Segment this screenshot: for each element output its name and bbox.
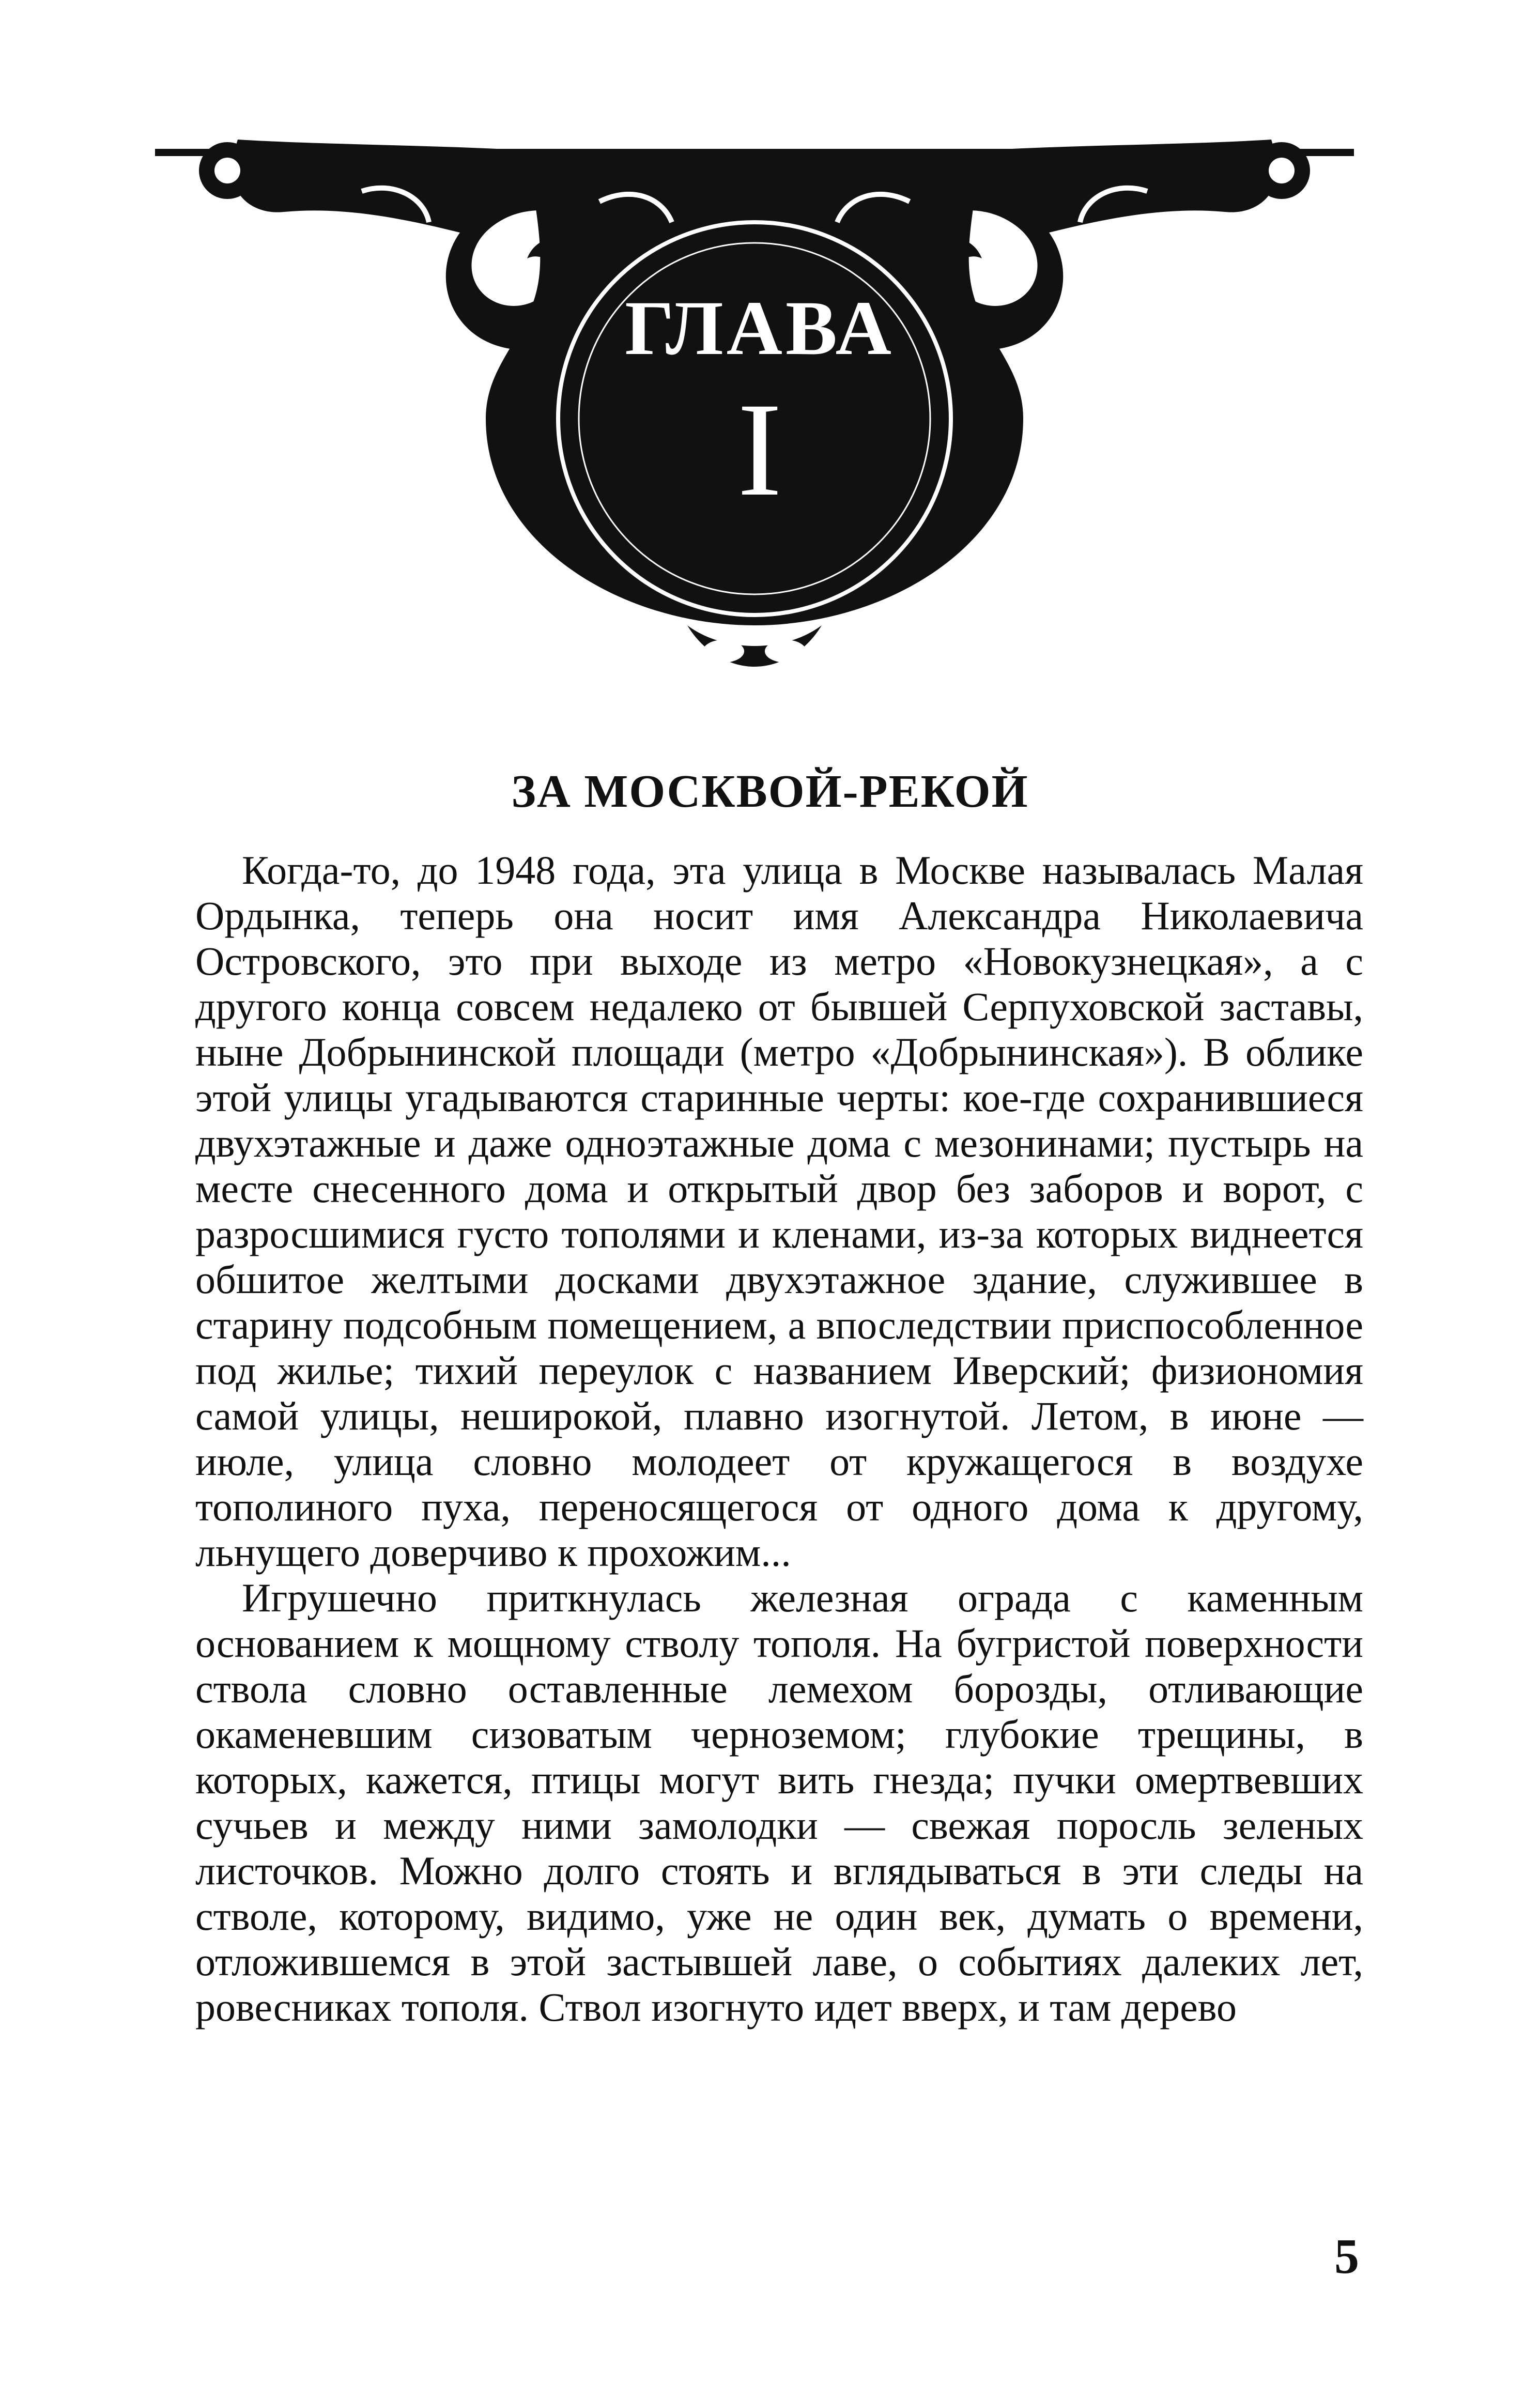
chapter-title: ЗА МОСКВОЙ-РЕКОЙ <box>511 766 1029 818</box>
chapter-label: ГЛАВА <box>625 285 895 371</box>
page-number: 5 <box>1334 2228 1359 2284</box>
body-text <box>195 848 1363 2030</box>
chapter-number: I <box>737 375 782 524</box>
paragraph: Когда-то, до 1948 года, эта улица в Москве называлась Малая Ордынка, теперь она носит имя Александра Николаевича Островского, это при выходе из метро «Новокузнецкая», а с другого конца совсем недалеко от бывшей Серпуховской заставы, ныне Добрынинской площади (метро «Добрынинская»). В облике этой улицы угадываются старинные черты: кое-где сохранившиеся двухэтажные и даже одноэтажные дома с мезонинами; пустырь на месте снесенного дома и открытый двор без заборов и ворот, с разросшимися густо тополями и кленами, из-за которых виднеется обшитое желтыми досками двухэтажное здание, служившее в старину подсобным помещением, а впоследствии приспособленное под жилье; тихий переулок с названием Иверский; физиономия самой улицы, неширокой, плавно изогнутой. Летом, в июне — июле, улица словно молодеет от кружащегося в воздухе тополиного пуха, переносящегося от одного дома к другому, льнущего доверчиво к прохожим... <box>195 848 1363 1575</box>
paragraph: Игрушечно приткнулась железная ограда с каменным основанием к мощному стволу тополя. На бугристой поверхности ствола словно оставленные лемехом борозды, отливающие окаменевшим сизоватым черноземом; глубокие трещины, в которых, кажется, птицы могут вить гнезда; пучки омертвевших сучьев и между ними замолодки — свежая поросль зеленых листочков. Можно долго стоять и вглядываться в эти следы на стволе, которому, видимо, уже не один век, думать о времени, отложившемся в этой застывшей лаве, о событиях далеких лет, ровесниках тополя. Ствол изогнуто идет вверх, и там дерево <box>195 1575 1363 2030</box>
